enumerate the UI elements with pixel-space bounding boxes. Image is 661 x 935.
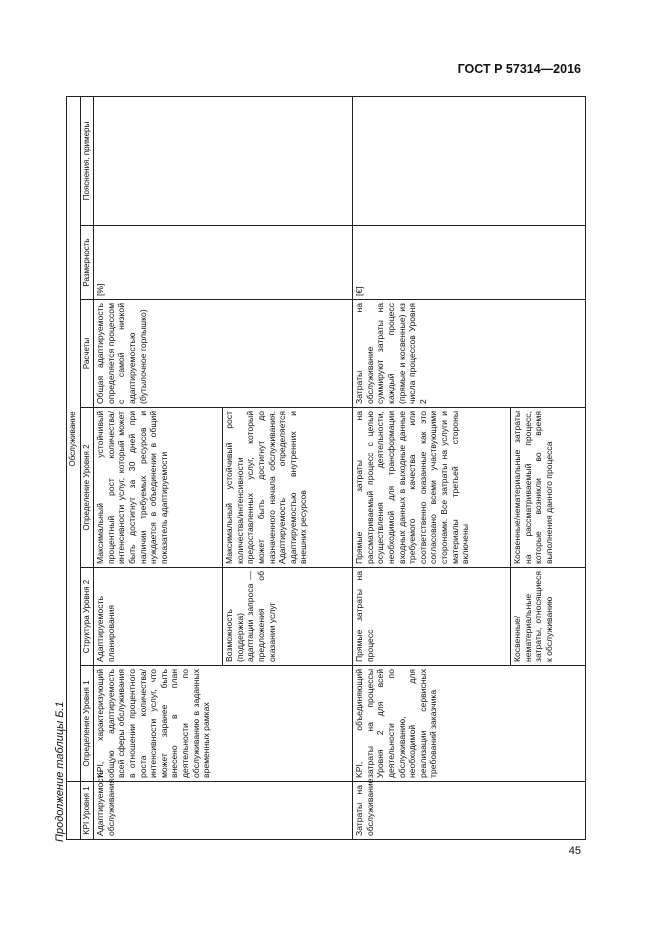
group-header: Обслуживание xyxy=(67,97,81,782)
level2-definition: Максимальный устойчивый рост количества/интенсивности предоставленных услуг, который может быть достигнут до назначенного начала обслуживания. Адаптируемость определяется адаптируемостью внутренних и внешних ресурсов xyxy=(223,408,353,568)
kpi-level1-name: Затраты на обслуживание xyxy=(353,782,586,840)
kpi-level1-definition: KPI, характеризующий общую адаптируемость всей сферы обслуживания в отношении процентного роста количества/интенсивности услуг, что может заранее быть внесено в план деятельности по обслуживанию в заданных временных рамках xyxy=(94,666,353,782)
kpi-level1-definition: KPI, объединяющий затраты на процессы Уровня 2 для всей деятельности по обслуживанию, необходимой для реализации сервисных требований заказчика xyxy=(353,666,586,782)
level2-definition: Прямые затраты на рассматриваемый процесс с целью осуществления деятельности, необходимой для трансформации входных данных в выходные данные требуемого качества или соответственно оказанные как это согласовано всеми участвующими сторонами. Все затраты на услуги и материалы третьей стороны включены xyxy=(353,408,511,568)
level2-structure: Прямые затраты на процесс xyxy=(353,568,511,666)
level2-structure: Косвенные/нематериальные затраты, относящиеся к обслуживанию xyxy=(511,568,586,666)
table-caption: Продолжение таблицы Б.1 xyxy=(54,701,66,842)
kpi-table xyxy=(66,96,586,840)
column-header: KPI Уровня 1 xyxy=(80,782,94,840)
column-header: Определение Уровня 2 xyxy=(80,408,94,568)
notes xyxy=(353,97,586,226)
unit: [€] xyxy=(353,226,586,300)
level2-definition: Косвенные/нематериальные затраты на рассматриваемый процесс, которые возникли во время выполнения данного процесса xyxy=(511,408,586,568)
table-row xyxy=(94,97,223,840)
unit: [%] xyxy=(94,226,353,300)
page-number: 45 xyxy=(568,845,581,857)
level2-structure: Возможность (поддержка) адаптации запроса — предложения об оказании услуг xyxy=(223,568,353,666)
column-header: Определение Уровня 1 xyxy=(80,666,94,782)
header-empty xyxy=(67,782,81,840)
calculation: Затраты на обслуживание суммируют затраты на каждый процесс (прямые и косвенные) из числа процессов Уровня 2 xyxy=(353,300,586,408)
level2-structure: Адаптируемость планирования xyxy=(94,568,223,666)
column-header: Структура Уровня 2 xyxy=(80,568,94,666)
notes xyxy=(94,97,353,226)
column-header: Расчеты xyxy=(80,300,94,408)
column-header: Пояснения, примеры xyxy=(80,97,94,226)
calculation: Общая адаптируемость определяется процессом с самой низкой адаптируемостью (бутылочное горлышко) xyxy=(94,300,353,408)
kpi-level1-name: Адаптируемость обслуживания xyxy=(94,782,353,840)
table-row xyxy=(353,97,511,840)
table-rotated-container xyxy=(66,97,583,840)
level2-definition: Максимальный устойчивый процентный рост количества/интенсивности услуг, который может быть достигнут за 30 дней при наличии требуемых ресурсов и нуждается в объединении в общий показатель адаптируемости xyxy=(94,408,223,568)
standard-header: ГОСТ Р 57314—2016 xyxy=(457,62,581,76)
column-header: Размерность xyxy=(80,226,94,300)
